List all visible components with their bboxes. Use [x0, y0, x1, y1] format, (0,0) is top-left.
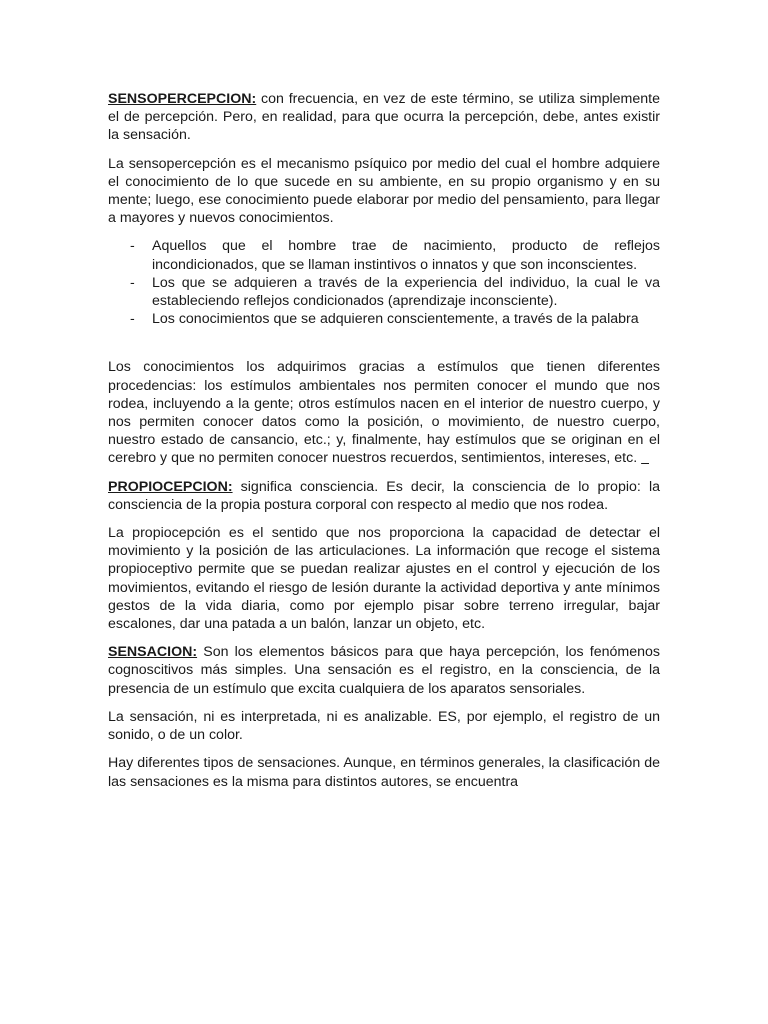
paragraph-sensacion-registro — [108, 708, 660, 744]
paragraph-text: Hay diferentes tipos de sensaciones. Aunque, en términos generales, la clasificación de las sensaciones es la misma para distintos autores, se encuentra — [108, 755, 660, 790]
paragraph-text: La propiocepción es el sentido que nos proporciona la capacidad de detectar el movimiento y la posición de las articulaciones. La información que recoge el sistema propioceptivo permite que se puedan realizar ajustes en el control y ejecución de los movimientos, evitando el riesgo de lesión durante la actividad deportiva y ante mínimos gestos de la vida diaria, como por ejemplo pisar sobre terreno irregular, bajar escalones, dar una patada a un balón, lanzar un objeto, etc. — [108, 525, 660, 633]
paragraph-text: con frecuencia, en vez de este término, se utiliza simplemente el de percepción. Pero, en realidad, para que ocurra la percepción, debe, antes existir la sensación. — [108, 91, 660, 144]
list-item-text: Los conocimientos que se adquieren conscientemente, a través de la palabra — [152, 311, 639, 328]
list-item-text: Aquellos que el hombre trae de nacimiento, producto de reflejos incondicionados, que se llaman instintivos o innatos y que son inconscientes. — [152, 238, 660, 273]
paragraph-propiocepcion-definition — [108, 478, 660, 514]
list-item — [108, 237, 660, 273]
blank-line — [108, 338, 660, 358]
paragraph-text: Los conocimientos los adquirimos gracias a estímulos que tienen diferentes procedencias: los estímulos ambientales nos permiten conocer el mundo que nos rodea, incluyendo a la gente; otros estímulos nacen en el interior de nuestro cuerpo, y nos permiten conocer datos como la posición, o movimiento, de nuestro cuerpo, nuestro estado de cansancio, etc.; y, finalmente, hay estímulos que se originan en el cerebro y que no permiten conocer nuestros recuerdos, sentimientos, intereses, etc. — [108, 359, 660, 467]
paragraph-text: significa consciencia. Es decir, la consciencia de lo propio: la consciencia de la propia postura corporal con respecto al medio que nos rodea. — [108, 478, 660, 513]
paragraph-propiocepcion-sentido — [108, 524, 660, 633]
list-item-text: Los que se adquieren a través de la experiencia del individuo, la cual le va estableciendo reflejos condicionados (aprendizaje inconsciente). — [152, 274, 660, 310]
paragraph-text: Son los elementos básicos para que haya percepción, los fenómenos cognoscitivos más simples. Una sensación es el registro, en la consciencia, de la presencia de un estímulo que excita cualquiera de los aparatos sensoriales. — [108, 644, 660, 697]
document-page — [108, 90, 660, 801]
bullet-dash: - — [130, 311, 135, 328]
paragraph-tipos-sensaciones — [108, 754, 660, 790]
paragraph-sensopercepcion-definition — [108, 90, 660, 145]
term-sensacion: SENSACION: — [108, 644, 198, 661]
paragraph-text: La sensación, ni es interpretada, ni es analizable. ES, por ejemplo, el registro de un sonido, o de un color. — [108, 708, 660, 744]
paragraph-sensacion-definition — [108, 643, 660, 698]
bullet-dash: - — [130, 238, 135, 255]
term-sensopercepcion: SENSOPERCEPCION: — [108, 91, 257, 107]
term-propiocepcion: PROPIOCEPCION: — [108, 478, 233, 495]
trailing-underline-mark — [641, 450, 649, 466]
list-item — [108, 274, 660, 310]
knowledge-list — [108, 237, 660, 328]
paragraph-text: La sensopercepción es el mecanismo psíquico por medio del cual el hombre adquiere el conocimiento de lo que sucede en su ambiente, en su propio organismo y en su mente; luego, ese conocimiento puede elaborar por medio del pensamiento, para llegar a mayores y nuevos conocimientos. — [108, 155, 660, 227]
paragraph-sensopercepcion-mechanism — [108, 155, 660, 228]
list-item — [108, 310, 660, 328]
bullet-dash: - — [130, 274, 135, 291]
paragraph-estimulos — [108, 358, 660, 467]
